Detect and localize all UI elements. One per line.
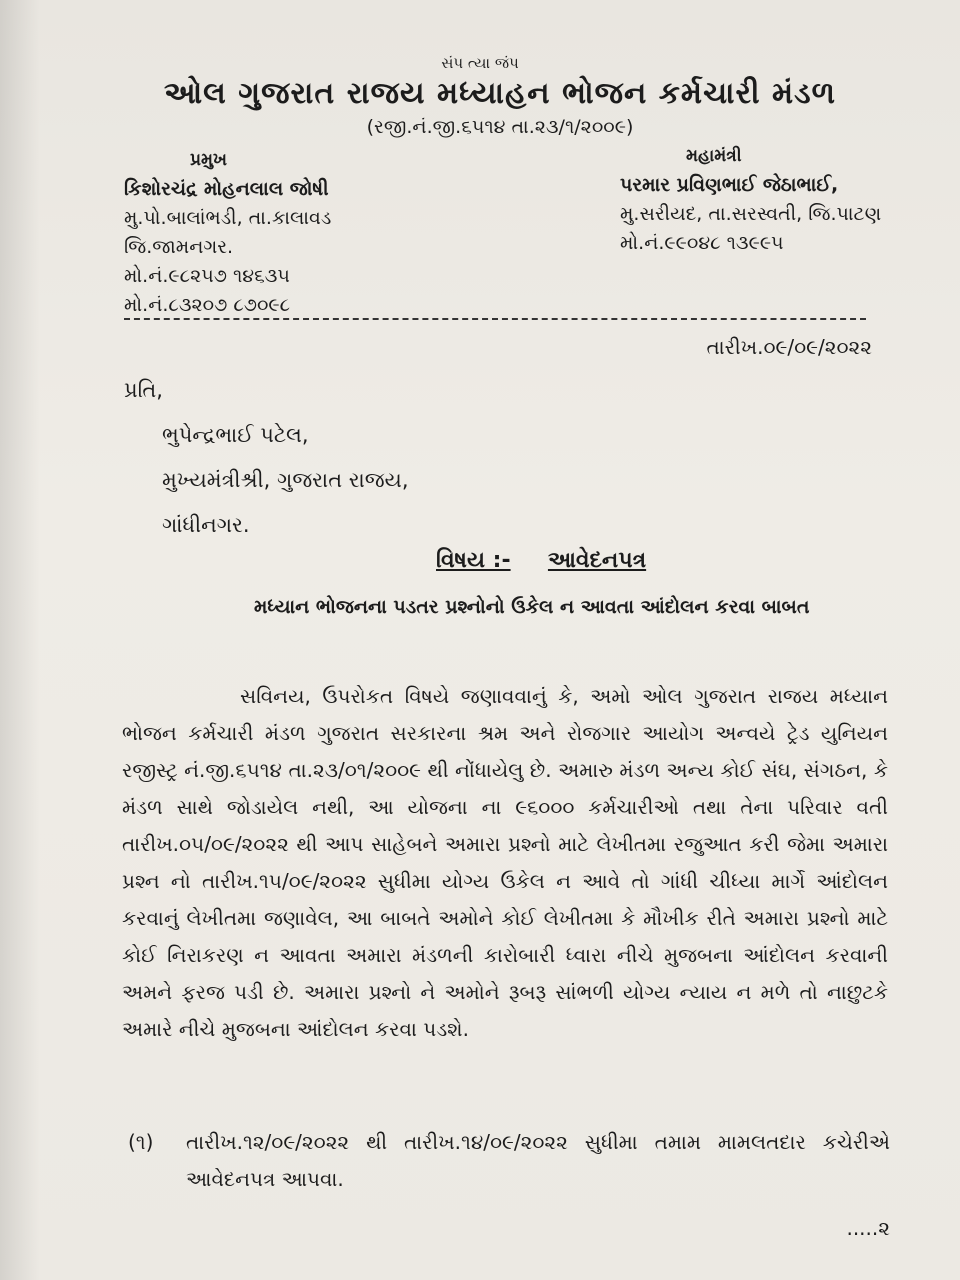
addressee-designation: મુખ્યમંત્રીશ્રી, ગુજરાત રાજય, <box>162 468 409 492</box>
subject-label: વિષય :- <box>436 548 511 573</box>
letter-date: તારીખ.૦૯/૦૯/૨૦૨૨ <box>706 335 872 359</box>
president-address-2: જિ.જામનગર. <box>124 236 234 258</box>
addressee-city: ગાંધીનગર. <box>162 513 250 537</box>
organization-name: ઓલ ગુજરાત રાજય મધ્યાહન ભોજન કર્મચારી મંડળ <box>163 76 837 111</box>
motto: સંપ ત્યા જંપ <box>441 54 519 72</box>
president-address-1: મુ.પો.બાલાંભડી, તા.કાલાવડ <box>124 207 332 229</box>
secretary-phone: મો.નં.૯૯૦૪૮ ૧૩૯૯૫ <box>620 232 784 254</box>
list-item <box>124 1124 890 1198</box>
subject-description: મધ્યાન ભોજનના પડતર પ્રશ્નોનો ઉકેલ ન આવતા આંદોલન કરવા બાબત <box>254 596 810 618</box>
subject-title: આવેદનપત્ર <box>547 548 647 573</box>
body-paragraph: સવિનય, ઉપરોકત વિષયે જણાવવાનું કે, અમો ઓલ ગુજરાત રાજય મધ્યાન ભોજન કર્મચારી મંડળ ગુજરાત સરકારના શ્રમ અને રોજગાર આયોગ અન્વયે ટ્રેડ યુનિયન રજીસ્ટ્ર નં.જી.૬૫૧૪ તા.૨૩/૦૧/૨૦૦૯ થી નોંધાયેલુ છે. અમારુ મંડળ અન્ય કોઈ સંઘ, સંગઠન, કે મંડળ સાથે જોડાયેલ નથી, આ યોજના ના ૯૬૦૦૦ કર્મચારીઓ તથા તેના પરિવાર વતી તારીખ.૦૫/૦૯/૨૦૨૨ થી આપ સાહેબને અમારા પ્રશ્નો માટે લેખીતમા રજુઆત કરી જેમા અમારા પ્રશ્ન નો તારીખ.૧૫/૦૯/૨૦૨૨ સુધીમા યોગ્ય ઉકેલ ન આવે તો ગાંધી ચીધ્યા માર્ગે આંદોલન કરવાનું લેખીતમા જણાવેલ, આ બાબતે અમોને કોઈ લેખીતમા કે મૌખીક રીતે અમારા પ્રશ્નો માટે કોઈ નિરાકરણ ન આવતા અમારા મંડળની કારોબારી ધ્વારા નીચે મુજબના આંદોલન કરવાની અમને ફરજ પડી છે. અમારા પ્રશ્નો ને અમોને રૂબરૂ સાંભળી યોગ્ય ન્યાય ન મળે તો નાછુટકે અમારે નીચે મુજબના આંદોલન કરવા પડશે. <box>122 684 888 1041</box>
secretary-role: મહામંત્રી <box>686 146 742 166</box>
addressee-name: ભુપેન્દ્રભાઈ પટેલ, <box>162 423 309 447</box>
page-continuation: .....૨ <box>846 1216 890 1240</box>
salutation: પ્રતિ, <box>124 378 163 402</box>
president-phone-1: મો.નં.૯૮૨૫૭ ૧૪૬૩૫ <box>124 265 290 287</box>
president-block <box>124 146 331 320</box>
header-divider <box>124 318 866 320</box>
president-role: પ્રમુખ <box>190 150 228 170</box>
general-secretary-block <box>620 142 881 258</box>
addressee-block <box>124 368 409 548</box>
subject-line <box>436 548 646 573</box>
point-text: તારીખ.૧૨/૦૯/૨૦૨૨ થી તારીખ.૧૪/૦૯/૨૦૨૨ સુધીમા તમામ મામલતદાર કચેરીએ આવેદનપત્ર આપવા. <box>186 1130 890 1191</box>
registration-number: (રજી.નં.જી.૬૫૧૪ તા.૨૩/૧/૨૦૦૯) <box>366 116 634 138</box>
point-number: (૧) <box>128 1130 154 1154</box>
president-name: કિશોરચંદ્ર મોહનલાલ જોષી <box>124 178 329 200</box>
secretary-name: પરમાર પ્રવિણભાઈ જેઠાભાઈ, <box>620 174 839 196</box>
page-shadow <box>0 0 40 1280</box>
secretary-address: મુ.સરીયદ, તા.સરસ્વતી, જિ.પાટણ <box>620 203 882 225</box>
president-phone-2: મો.નં.૮૩૨૦૭ ૮૭૦૯૮ <box>124 294 291 316</box>
body-text <box>122 678 888 1048</box>
